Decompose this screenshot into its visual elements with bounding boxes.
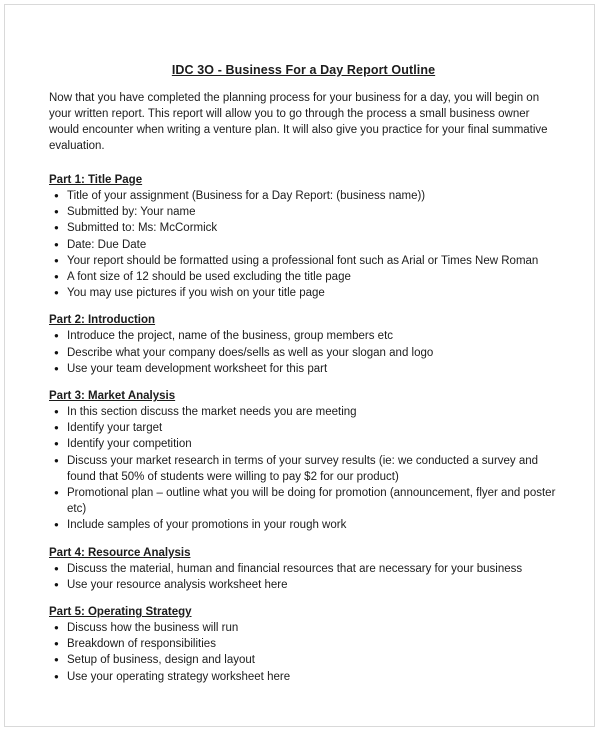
section-resource-analysis: [49, 547, 558, 593]
section-heading: Part 1: Title Page: [49, 174, 143, 186]
bullet-icon: ●: [54, 655, 59, 665]
bullet-item: [54, 328, 558, 344]
document-title: IDC 3O - Business For a Day Report Outline: [171, 63, 436, 77]
bullet-icon: ●: [54, 455, 59, 465]
bullet-icon: ●: [54, 331, 59, 341]
bullet-icon: ●: [54, 223, 59, 233]
bullet-item-text: Your report should be formatted using a professional font such as Arial or Times New Roman: [67, 254, 539, 267]
bullet-icon: ●: [54, 272, 59, 282]
section-heading: Part 2: Introduction: [49, 314, 156, 327]
bullet-item: [54, 652, 558, 668]
bullet-item: [54, 204, 558, 220]
bullet-item-text: Title of your assignment (Business for a Day Report: (business name)): [67, 190, 426, 202]
bullet-item: [54, 436, 558, 452]
bullet-item: [54, 361, 558, 377]
bullet-icon: ●: [54, 671, 59, 681]
bullet-item: [54, 345, 558, 361]
section-operating-strategy: [49, 606, 558, 685]
bullet-item-text: Discuss your market research in terms of your survey results (ie: we conducted a survey and found that 50% of students were willing to pay $2 for our product): [67, 454, 539, 483]
bullet-icon: ●: [54, 191, 59, 200]
bullet-item-text: A font size of 12 should be used excluding the title page: [67, 271, 351, 284]
bullet-item-text: Date: Due Date: [67, 238, 147, 251]
bullet-item-text: Identify your target: [67, 422, 163, 435]
bullet-item: [54, 561, 558, 577]
section-title-page: [49, 174, 558, 301]
bullet-icon: ●: [54, 239, 59, 249]
intro-paragraph: Now that you have completed the planning process for your business for a day, you will begin on your written report. This report will allow you to go through the process a small business owner would encounter when writing a venture plan. It will also give you practice for your final summative evaluation.: [49, 92, 548, 152]
section-heading: Part 3: Market Analysis: [49, 390, 176, 403]
bullet-item: [54, 285, 558, 301]
bullet-item: [54, 453, 558, 485]
bullet-list: [49, 188, 558, 301]
bullet-item-text: Include samples of your promotions in your rough work: [67, 519, 347, 532]
bullet-item: [54, 253, 558, 269]
bullet-icon: ●: [54, 347, 59, 357]
bullet-item: [54, 237, 558, 253]
bullet-item-text: Introduce the project, name of the business, group members etc: [67, 330, 394, 343]
section-introduction: [49, 314, 558, 377]
bullet-item: [54, 188, 558, 204]
section-heading: Part 5: Operating Strategy: [49, 606, 192, 619]
bullet-item: [54, 420, 558, 436]
bullet-icon: ●: [54, 639, 59, 649]
bullet-icon: ●: [54, 488, 59, 498]
bullet-list: [49, 404, 558, 534]
bullet-item: [54, 517, 558, 533]
bullet-item: [54, 636, 558, 652]
bullet-item: [54, 404, 558, 420]
bullet-item: [54, 485, 558, 517]
bullet-item: [54, 269, 558, 285]
document-page: [4, 4, 595, 727]
bullet-item-text: Discuss how the business will run: [67, 622, 239, 635]
bullet-item-text: Promotional plan – outline what you will be doing for promotion (announcement, flyer and poster etc): [67, 487, 556, 516]
bullet-item-text: Use your resource analysis worksheet here: [67, 578, 288, 591]
bullet-list: [49, 328, 558, 377]
bullet-icon: ●: [54, 423, 59, 433]
bullet-item-text: Submitted by: Your name: [67, 206, 196, 219]
bullet-icon: ●: [54, 579, 59, 589]
bullet-icon: ●: [54, 255, 59, 265]
section-market-analysis: [49, 390, 558, 534]
bullet-item-text: Identify your competition: [67, 438, 192, 451]
bullet-item-text: You may use pictures if you wish on your title page: [67, 287, 325, 300]
section-heading: Part 4: Resource Analysis: [49, 546, 191, 559]
bullet-item: [54, 577, 558, 593]
bullet-icon: ●: [54, 207, 59, 217]
bullet-icon: ●: [54, 623, 59, 633]
bullet-icon: ●: [54, 288, 59, 298]
bullet-item: [54, 220, 558, 236]
bullet-item-text: In this section discuss the market needs you are meeting: [67, 406, 357, 419]
bullet-icon: ●: [54, 439, 59, 449]
bullet-icon: ●: [54, 520, 59, 530]
bullet-item-text: Setup of business, design and layout: [67, 654, 255, 667]
bullet-icon: ●: [54, 407, 59, 417]
bullet-list: [49, 620, 558, 685]
bullet-icon: ●: [54, 563, 59, 573]
bullet-item-text: Breakdown of responsibilities: [67, 638, 216, 651]
bullet-item: [54, 620, 558, 636]
bullet-item: [54, 669, 558, 685]
bullet-item-text: Describe what your company does/sells as well as your slogan and logo: [67, 346, 434, 359]
bullet-item-text: Discuss the material, human and financial resources that are necessary for your business: [67, 562, 523, 575]
bullet-item-text: Submitted to: Ms: McCormick: [67, 222, 218, 235]
bullet-list: [49, 561, 558, 593]
bullet-item-text: Use your team development worksheet for this part: [67, 362, 328, 375]
bullet-icon: ●: [54, 363, 59, 373]
bullet-item-text: Use your operating strategy worksheet here: [67, 670, 291, 683]
